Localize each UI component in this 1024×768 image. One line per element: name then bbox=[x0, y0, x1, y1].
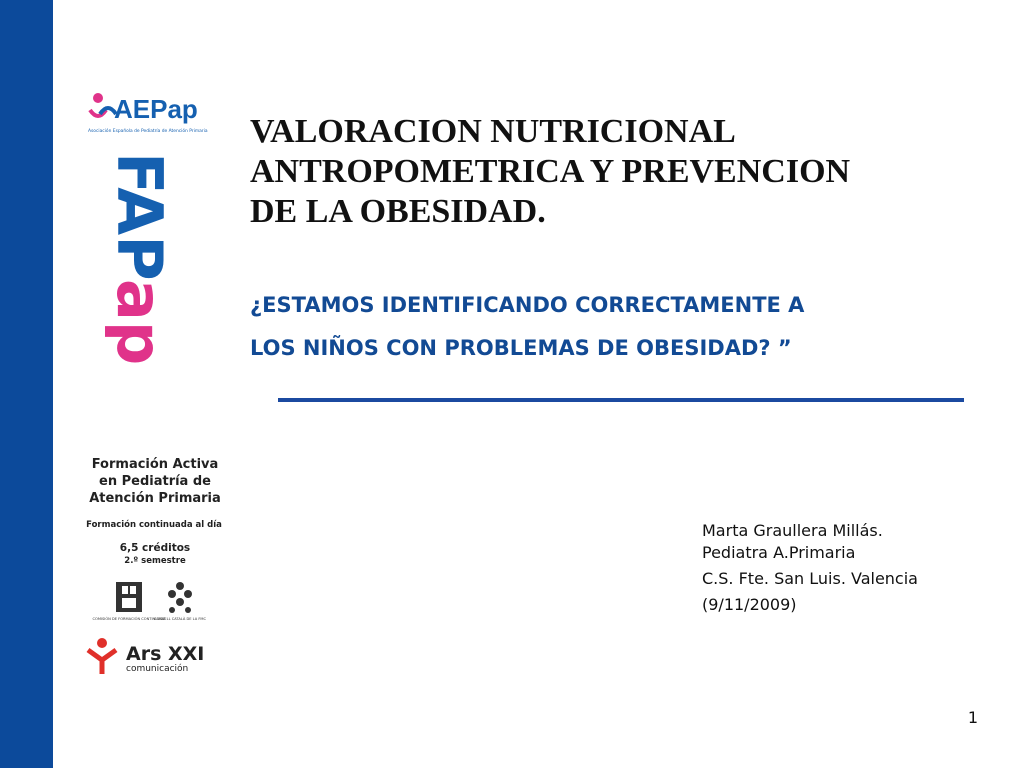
ars-name: Ars XXI bbox=[126, 643, 205, 665]
credits: 6,5 créditos bbox=[119, 542, 191, 554]
left-accent-bar bbox=[0, 0, 53, 768]
author-role: Pediatra A.Primaria bbox=[702, 543, 856, 562]
seal-left-label: COMISIÓN DE FORMACIÓN CONTINUADA bbox=[92, 617, 166, 621]
page-number: 1 bbox=[967, 708, 978, 727]
author-block bbox=[702, 520, 1002, 616]
title-divider bbox=[278, 398, 964, 402]
ars-xxi-logo bbox=[84, 636, 224, 676]
fapap-wordmark: FAPap bbox=[103, 152, 176, 366]
program-name: Formación Activa en Pediatría de Atención Primaria bbox=[89, 457, 221, 506]
ars-tagline: comunicación bbox=[126, 664, 189, 674]
aepap-tagline: Asociación Española de Pediatría de Atención Primaria bbox=[88, 129, 208, 134]
presentation-date: (9/11/2009) bbox=[702, 595, 797, 614]
author-center: C.S. Fte. San Luis. Valencia bbox=[702, 569, 918, 588]
slide-subtitle: ¿ESTAMOS IDENTIFICANDO CORRECTAMENTE A LOS NIÑOS CON PROBLEMAS DE OBESIDAD? ” bbox=[250, 293, 805, 360]
author-name: Marta Graullera Millás. bbox=[702, 521, 883, 540]
slide-title: VALORACION NUTRICIONAL ANTROPOMETRICA Y PREVENCION DE LA OBESIDAD. bbox=[250, 113, 851, 230]
aepap-name: AEPap bbox=[114, 94, 198, 124]
seal-right-label: CONSELL CATALÀ DE LA FMC bbox=[153, 617, 207, 621]
accreditation-seals bbox=[92, 576, 218, 632]
aepap-logo bbox=[86, 88, 226, 138]
program-type: Formación continuada al día bbox=[86, 520, 222, 530]
sidebar-logos bbox=[80, 86, 230, 686]
semester: 2.º semestre bbox=[124, 556, 186, 566]
